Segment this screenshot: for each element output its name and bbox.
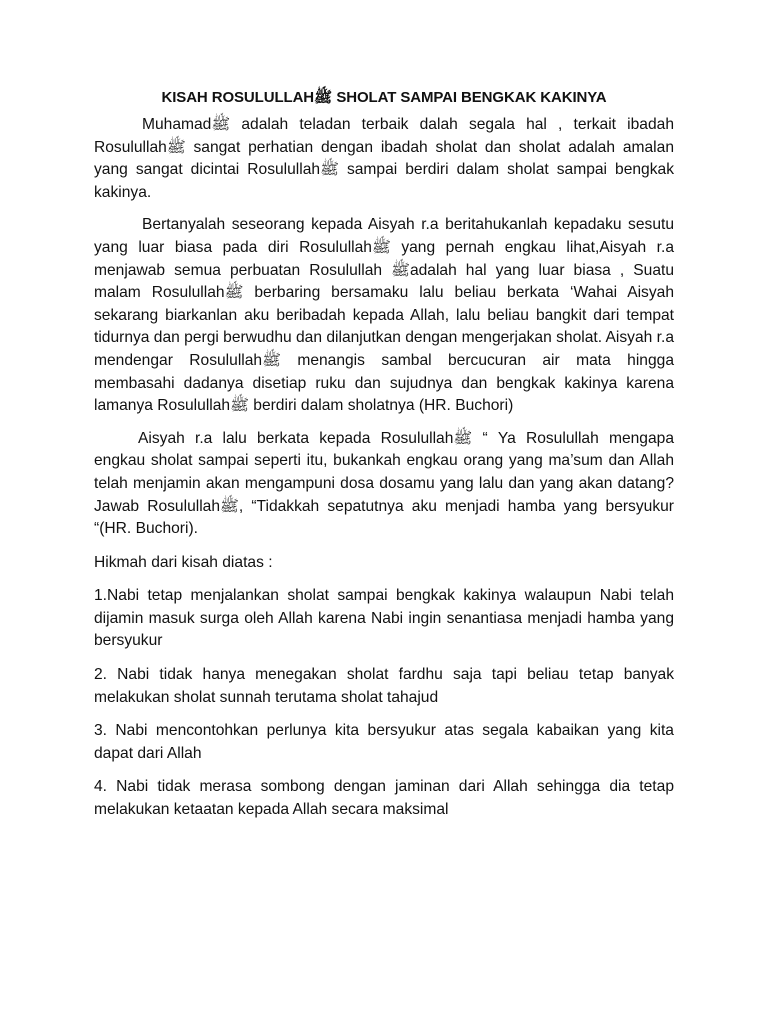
lesson-item-1: 1.Nabi tetap menjalankan sholat sampai bengkak kakinya walaupun Nabi telah dijamin masuk surga oleh Allah karena Nabi ingin senantiasa menjadi hamba yang bersyukur: [94, 587, 674, 650]
paragraph-dialogue: Aisyah r.a lalu berkata kepada Rosulullahﷺ “ Ya Rosulullah mengapa engkau sholat sampai seperti itu, bukankah engkau orang yang ma’sum dan Allah telah menjamin akan mengampuni dosa dosamu yang lalu dan yang akan datang?Jawab Rosulullahﷺ, “Tidakkah sepatutnya aku menjadi hamba yang bersyukur “(HR. Buchori).: [94, 429, 674, 538]
lesson-item-3: 3. Nabi mencontohkan perlunya kita bersyukur atas segala kabaikan yang kita dapat dari Allah: [94, 722, 674, 762]
paragraph-intro: Muhamadﷺ adalah teladan terbaik dalah segala hal , terkait ibadah Rosulullahﷺ sangat perhatian dengan ibadah sholat dan sholat adalah amalan yang sangat dicintai Rosulullahﷺ sampai berdiri dalam sholat sampai bengkak kakinya.: [94, 116, 674, 201]
lesson-item-2: 2. Nabi tidak hanya menegakan sholat fardhu saja tapi beliau tetap banyak melakukan sholat sunnah terutama sholat tahajud: [94, 666, 674, 706]
lesson-item-4: 4. Nabi tidak merasa sombong dengan jaminan dari Allah sehingga dia tetap melakukan ketaatan kepada Allah secara maksimal: [94, 778, 674, 819]
document-page: [94, 88, 674, 822]
paragraph-lessons-heading: Hikmah dari kisah diatas :: [94, 553, 273, 571]
document-title: KISAH ROSULULLAHﷺ SHOLAT SAMPAI BENGKAK KAKINYA: [161, 89, 607, 106]
paragraph-story: Bertanyalah seseorang kepada Aisyah r.a beritahukanlah kepadaku sesutu yang luar biasa pada diri Rosulullahﷺ yang pernah engkau lihat,Aisyah r.a menjawab semua perbuatan Rosulullah ﷺadalah hal yang luar biasa , Suatu malam Rosulullahﷺ berbaring bersamaku lalu beliau berkata ‘Wahai Aisyah sekarang biarkanlan aku beribadah kepada Allah, lalu beliau bangkit dari tempat tidurnya dan pergi berwudhu dan dilanjutkan dengan mengerjakan sholat. Aisyah r.a mendengar Rosulullahﷺ menangis sambal bercucuran air mata hingga membasahi dadanya disetiap ruku dan sujudnya dan bengkak kakinya karena lamanya Rosulullahﷺ berdiri dalam sholatnya (HR. Buchori): [94, 216, 674, 415]
